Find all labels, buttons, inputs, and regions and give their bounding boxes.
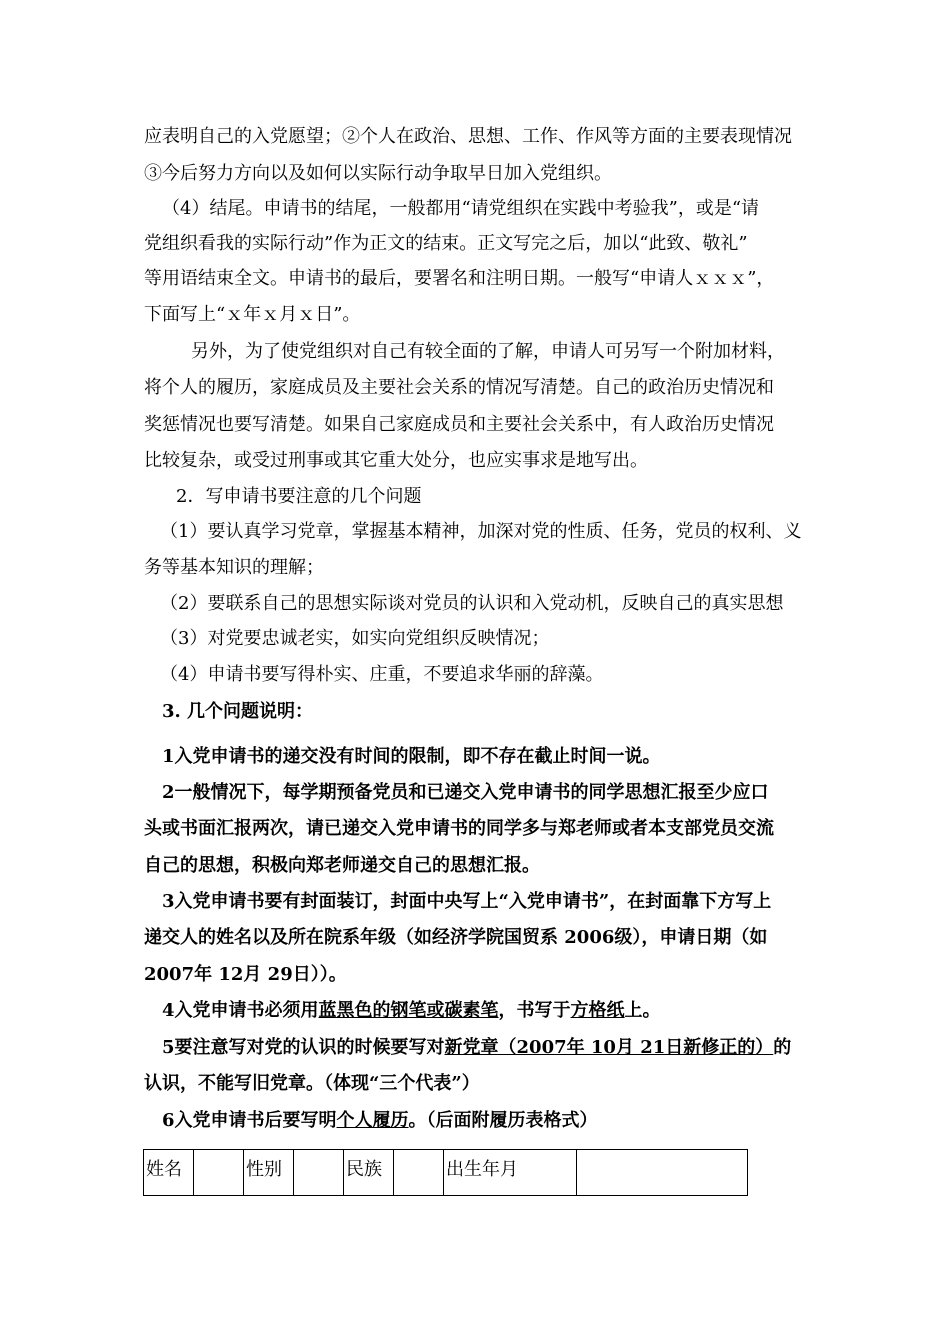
underlined-text: 方格纸 — [570, 1000, 625, 1021]
note-text: 。（后面附履历表格式） — [408, 1110, 598, 1131]
note-text: 6入党申请书后要写明 — [162, 1110, 337, 1131]
note-item — [162, 1000, 661, 1022]
note-text: 4入党申请书必须用 — [162, 1000, 319, 1021]
underlined-text: 个人履历 — [336, 1110, 409, 1131]
list-item: （2）要联系自己的思想实际谈对党员的认识和入党动机，反映自己的真实思想 — [160, 593, 784, 614]
text-line: 比较复杂，或受过刑事或其它重大处分，也应实事求是地写出。 — [144, 450, 648, 471]
underlined-text: 蓝黑色的钢笔或碳素笔 — [318, 1000, 499, 1021]
table-cell-name-value[interactable] — [194, 1150, 244, 1196]
table-cell-birthdate-label: 出生年月 — [444, 1150, 577, 1196]
list-item: 务等基本知识的理解； — [144, 557, 324, 578]
text-line: 另外，为了使党组织对自己有较全面的了解，申请人可另写一个附加材料， — [191, 341, 785, 362]
text-line: 将个人的履历，家庭成员及主要社会关系的情况写清楚。自己的政治历史情况和 — [144, 377, 774, 398]
table-cell-ethnicity-label: 民族 — [344, 1150, 394, 1196]
table-cell-ethnicity-value[interactable] — [394, 1150, 444, 1196]
table-cell-name-label: 姓名 — [144, 1150, 194, 1196]
table-row — [144, 1150, 748, 1196]
section-heading: 2．写申请书要注意的几个问题 — [176, 486, 422, 507]
note-item: 3入党申请书要有封面装订，封面中央写上“入党申请书”，在封面靠下方写上 — [162, 891, 772, 912]
note-text: ，书写于 — [498, 1000, 571, 1021]
text-line: 奖惩情况也要写清楚。如果自己家庭成员和主要社会关系中，有人政治历史情况 — [144, 414, 774, 435]
text-line: 等用语结束全文。申请书的最后，要署名和注明日期。一般写“申请人ｘｘｘ”， — [144, 268, 775, 289]
resume-table — [143, 1149, 748, 1196]
section-heading: 3. 几个问题说明： — [162, 701, 314, 722]
text-line: ③今后努力方向以及如何以实际行动争取早日加入党组织。 — [144, 163, 612, 184]
underlined-text: 新党章（2007年 10月 21日新修正的） — [444, 1037, 774, 1058]
note-item — [162, 1037, 791, 1059]
list-item: （3）对党要忠诚老实，如实向党组织反映情况； — [160, 628, 550, 649]
note-item: 1入党申请书的递交没有时间的限制，即不存在截止时间一说。 — [162, 746, 661, 767]
text-line: （4）结尾。申请书的结尾，一般都用“请党组织在实践中考验我”，或是“请 — [162, 198, 760, 219]
note-item: 认识，不能写旧党章。（体现“三个代表”） — [144, 1073, 480, 1094]
note-text: 5要注意写对党的认识的时候要写对 — [162, 1037, 445, 1058]
note-text: 的 — [773, 1037, 792, 1058]
table-cell-birthdate-value[interactable] — [577, 1150, 748, 1196]
text-line: 下面写上“ｘ年ｘ月ｘ日”。 — [144, 304, 361, 325]
list-item: （4）申请书要写得朴实、庄重，不要追求华丽的辞藻。 — [160, 664, 604, 685]
note-item: 2007年 12月 29日））。 — [144, 964, 347, 985]
table-cell-gender-label: 性别 — [244, 1150, 294, 1196]
note-text: 上。 — [624, 1000, 661, 1021]
text-line: 应表明自己的入党愿望；②个人在政治、思想、工作、作风等方面的主要表现情况 — [144, 126, 792, 147]
text-line: 党组织看我的实际行动”作为正文的结束。正文写完之后，加以“此致、敬礼” — [144, 233, 748, 254]
note-item: 2一般情况下，每学期预备党员和已递交入党申请书的同学思想汇报至少应口 — [162, 782, 769, 803]
list-item: （1）要认真学习党章，掌握基本精神，加深对党的性质、任务，党员的权利、义 — [160, 521, 802, 542]
note-item — [162, 1110, 598, 1132]
note-item: 头或书面汇报两次，请已递交入党申请书的同学多与郑老师或者本支部党员交流 — [144, 818, 774, 839]
note-item: 自己的思想，积极向郑老师递交自己的思想汇报。 — [144, 855, 540, 876]
table-cell-gender-value[interactable] — [294, 1150, 344, 1196]
note-item: 递交人的姓名以及所在院系年级（如经济学院国贸系 2006级），申请日期（如 — [144, 927, 768, 948]
